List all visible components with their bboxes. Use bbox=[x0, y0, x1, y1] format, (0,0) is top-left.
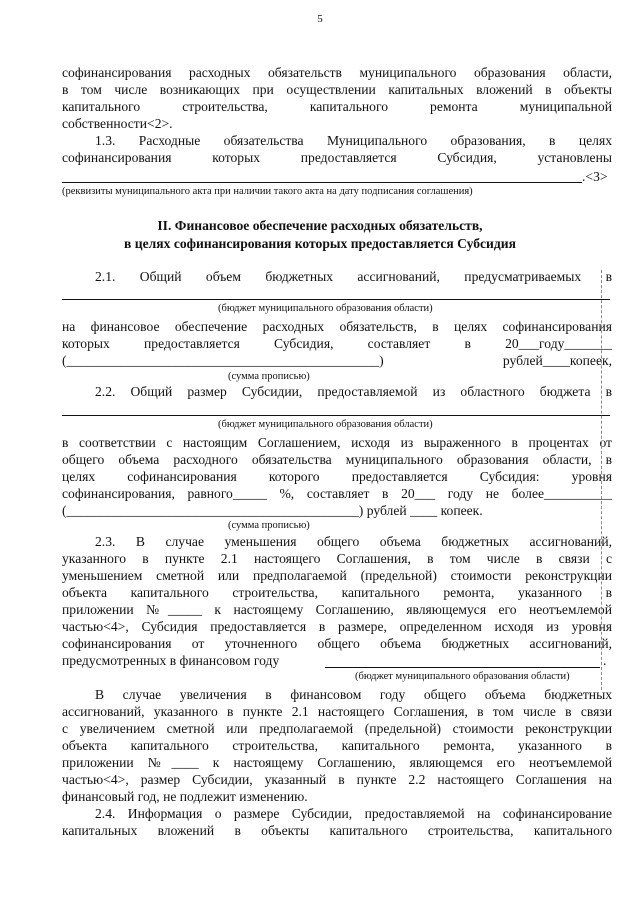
clause-2-3b-line: с увеличением сметной или предполагаемой (предельной) стоимости реконструкции bbox=[62, 721, 612, 736]
clause-2-3-line: приложении №_____ к настоящему Соглашению, являющемуся его неотъемлемой bbox=[62, 602, 612, 617]
clause-2-2-line: (___________________________________________) рублей ____ копеек. bbox=[62, 503, 483, 518]
paragraph-line: софинансирования расходных обязательств муниципального образования области, bbox=[62, 65, 612, 80]
clause-2-3-line: 2.3. В случае уменьшения общего объема бюджетных ассигнований, bbox=[95, 534, 612, 549]
clause-2-1-line: на финансовое обеспечение расходных обязательств, в целях софинансирования bbox=[62, 319, 612, 334]
clause-2-3b-line: частью<4>, размер Субсидии, указанный в пункте 2.2 настоящего Соглашения на bbox=[62, 772, 612, 787]
clause-1-3-line-end: .<3> bbox=[582, 169, 608, 184]
clause-2-2-line: в соответствии с настоящим Соглашением, исходя из выраженного в процентах от bbox=[62, 435, 612, 450]
clause-2-4-line: капитальных вложений в объекты капитального строительства, капитального bbox=[62, 823, 612, 838]
clause-2-3-line: уменьшением сметной или предполагаемой (предельной) стоимости реконструкции bbox=[62, 568, 612, 583]
paragraph-line: в том числе возникающих при осуществлении капитальных вложений в объекты bbox=[62, 82, 612, 97]
blank-line bbox=[62, 299, 610, 300]
field-caption: (сумма прописью) bbox=[228, 520, 310, 531]
scan-artifact bbox=[601, 270, 602, 690]
clause-2-3-line: частью<4>, Субсидия предоставляется в размере, определенном исходя из уровня bbox=[62, 619, 612, 634]
clause-2-3b-line: финансовый год, не подлежит изменению. bbox=[62, 789, 308, 804]
clause-2-3b-line: ассигнований, указанного в пункте 2.1 настоящего Соглашения, в том числе в связи bbox=[62, 704, 612, 719]
field-caption: (бюджет муниципального образования области) bbox=[355, 671, 570, 682]
clause-2-1-line: (______________________________________________) рублей____копеек, bbox=[62, 353, 612, 368]
clause-2-3-line: софинансирования от уточненного общего объема бюджетных ассигнований, bbox=[62, 636, 612, 651]
clause-2-3-line-end: . bbox=[603, 653, 607, 668]
section-title: II. Финансовое обеспечение расходных обязательств, bbox=[157, 218, 483, 233]
clause-2-3-line: объекта капитального строительства, капитального ремонта, указанного в bbox=[62, 585, 612, 600]
clause-2-3b-line: объекта капитального строительства, капитального ремонта, указанного в bbox=[62, 738, 612, 753]
clause-2-2-line: общего объема расходного обязательства муниципального образования области, в bbox=[62, 452, 612, 467]
clause-2-3b-line: приложении №____ к настоящему Соглашению, являющемся его неотъемлемой bbox=[62, 755, 612, 770]
blank-line bbox=[62, 415, 610, 416]
blank-line bbox=[325, 667, 600, 668]
clause-2-1-line: которых предоставляется Субсидия, составляет в 20___году_______ bbox=[62, 336, 612, 351]
clause-2-2-line: целях софинансирования которого предоставляется Субсидия: уровня bbox=[62, 469, 612, 484]
section-title: в целях софинансирования которых предоставляется Субсидия bbox=[124, 236, 516, 251]
clause-2-3-line: указанного в пункте 2.1 настоящего Соглашения, в том числе в связи с bbox=[62, 551, 612, 566]
clause-1-3-line: 1.3. Расходные обязательства Муниципального образования, в целях bbox=[95, 133, 612, 148]
clause-2-1-line: 2.1. Общий объем бюджетных ассигнований, предусматриваемых в bbox=[95, 269, 612, 284]
field-caption: (сумма прописью) bbox=[228, 371, 310, 382]
field-caption: (реквизиты муниципального акта при наличии такого акта на дату подписания соглашения) bbox=[62, 186, 473, 197]
field-caption: (бюджет муниципального образования области) bbox=[218, 303, 433, 314]
clause-2-2-line: 2.2. Общий размер Субсидии, предоставляемой из областного бюджета в bbox=[95, 384, 612, 399]
clause-1-3-line: софинансирования которых предоставляется Субсидия, установлены bbox=[62, 150, 612, 165]
page-number: 5 bbox=[317, 13, 323, 25]
paragraph-line: собственности<2>. bbox=[62, 116, 173, 131]
clause-2-4-line: 2.4. Информация о размере Субсидии, предоставляемой на софинансирование bbox=[95, 806, 612, 821]
clause-2-2-line: софинансирования, равного_____ %, составляет в 20___ году не более__________ bbox=[62, 486, 612, 501]
paragraph-line: капитального строительства, капитального ремонта муниципальной bbox=[62, 99, 612, 114]
blank-line bbox=[62, 182, 582, 183]
clause-2-3-line: предусмотренных в финансовом году bbox=[62, 653, 280, 668]
clause-2-3b-line: В случае увеличения в финансовом году общего объема бюджетных bbox=[95, 687, 612, 702]
field-caption: (бюджет муниципального образования области) bbox=[218, 419, 433, 430]
